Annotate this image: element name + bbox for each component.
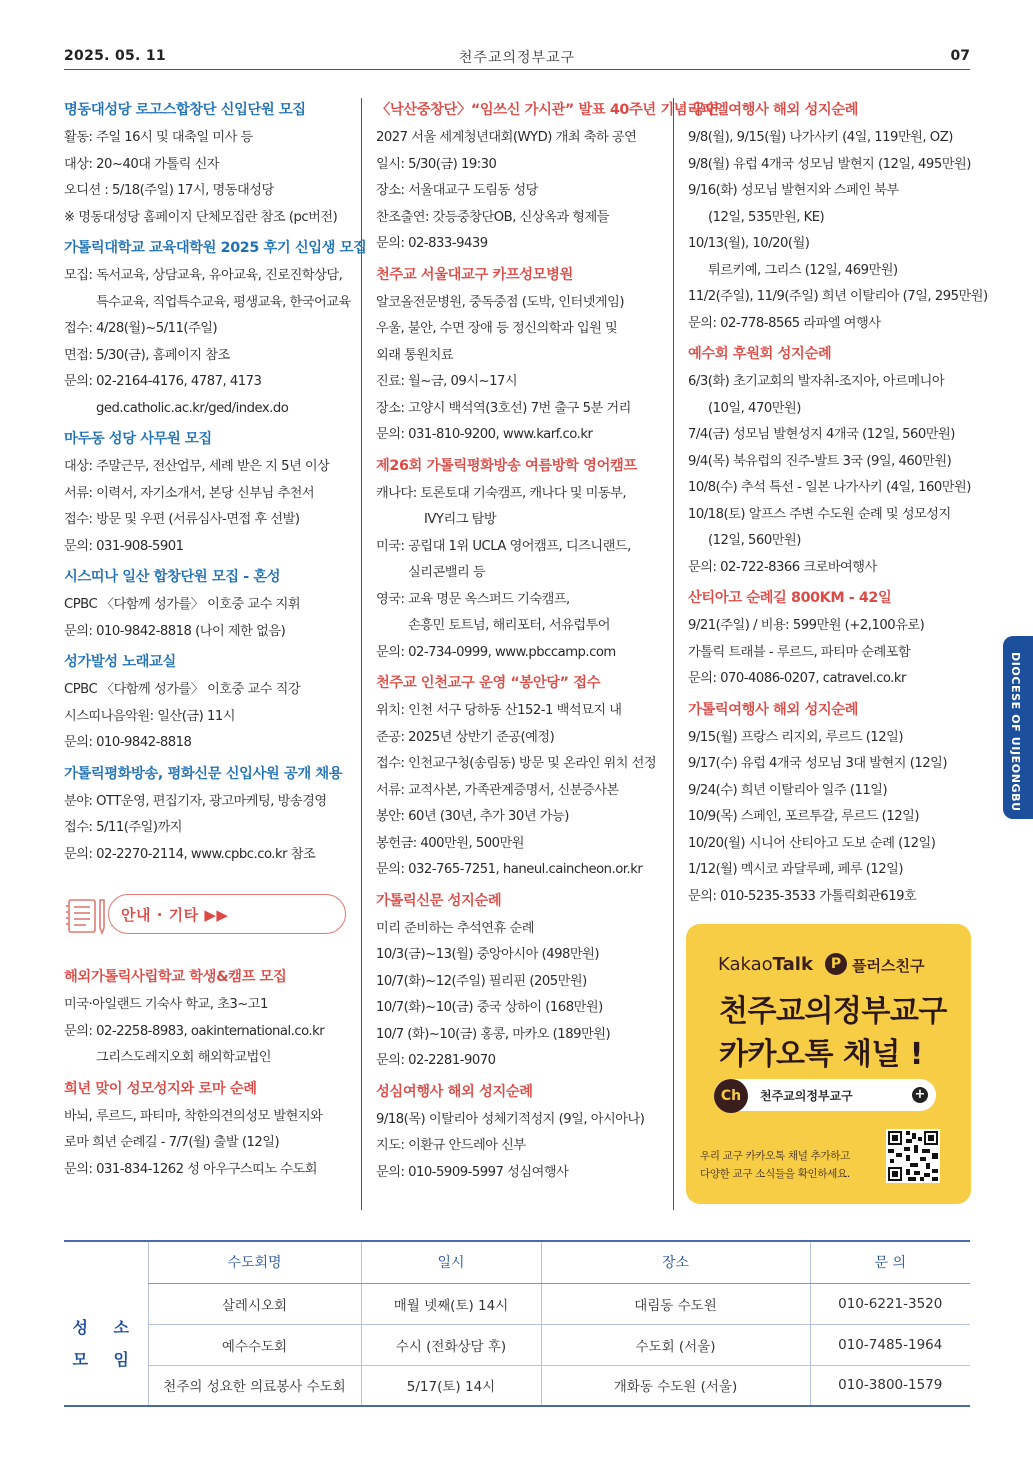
section-line: 문의: 02-734-0999, www.pbccamp.com (376, 644, 616, 660)
col-header-order: 수도회명 (148, 1241, 361, 1283)
section-line: 미리 준비하는 추석연휴 순례 (376, 920, 534, 936)
section-line: 7/4(금) 성모님 발현성지 4개국 (12일, 560만원) (688, 427, 955, 442)
meeting-date: 매월 넷째(토) 14시 (361, 1283, 541, 1324)
section-line: ※ 명동대성당 홈페이지 단체모집란 참조 (pc버전) (64, 209, 338, 225)
section-title: 산티아고 순례길 800KM - 42일 (688, 590, 892, 606)
section-line: 일시: 5/30(금) 19:30 (376, 156, 497, 172)
section-line: 9/15(월) 프랑스 리지외, 루르드 (12일) (688, 729, 904, 745)
section-line: 알코올전문병원, 중독중점 (도박, 인터넷게임) (376, 294, 625, 310)
section-line: 문의: 031-810-9200, www.karf.co.kr (376, 427, 593, 442)
section-line: 면접: 5/30(금), 홈페이지 참조 (64, 347, 230, 363)
notice-section (64, 233, 367, 422)
section-line: 특수교육, 직업특수교육, 평생교육, 한국어교육 (96, 294, 351, 310)
meeting-place: 개화동 수도원 (서울) (541, 1365, 810, 1406)
notice-heading (64, 892, 354, 938)
kakao-headline-2: 카카오톡 채널 ! (719, 1037, 923, 1072)
kakao-channel-banner[interactable] (686, 924, 971, 1204)
section-line: 접수: 방문 및 우편 (서류심사-면접 후 선발) (64, 512, 300, 527)
section-title: 가톨릭여행사 해외 성지순례 (688, 701, 859, 718)
section-line: 가톨릭 트래블 - 루르드, 파티마 순례포함 (688, 644, 911, 660)
section-line: 문의: 02-722-8366 크로바여행사 (688, 559, 877, 575)
section-title: 제26회 가톨릭평화방송 여름방학 영어캠프 (376, 457, 637, 474)
section-line: 문의: 010-9842-8818 (64, 735, 192, 750)
notice-section (376, 668, 666, 884)
section-line: 로마 희년 순례길 - 7/7(월) 출발 (12일) (64, 1135, 280, 1150)
meeting-place: 대림동 수도원 (541, 1283, 810, 1324)
table-row (64, 1365, 970, 1406)
order-name: 예수수도회 (148, 1324, 361, 1365)
section-line: 접수: 인천교구청(송림동) 방문 및 온라인 위치 선정 (376, 756, 657, 771)
section-line: 10/13(월), 10/20(월) (688, 236, 810, 251)
section-line: 대상: 주말근무, 전산업무, 세례 받은 지 5년 이상 (64, 459, 330, 474)
issue-date: 2025. 05. 11 (64, 48, 166, 64)
section-line: ged.catholic.ac.kr/ged/index.do (96, 400, 289, 416)
section-line: 미국: 공립대 1위 UCLA 영어캠프, 디즈니랜드, (376, 538, 631, 554)
section-line: 시스띠나음악원: 일산(금) 11시 (64, 708, 236, 724)
notice-label: 안내 · 기타 ▶▶ (121, 906, 229, 924)
section-line: 9/16(화) 성모님 발현지와 스페인 북부 (688, 183, 899, 198)
order-name: 살레시오회 (148, 1283, 361, 1324)
section-line: 활동: 주일 16시 및 대축일 미사 등 (64, 130, 253, 145)
order-name: 천주의 성요한 의료봉사 수도회 (148, 1365, 361, 1406)
page-header (64, 44, 970, 70)
section-line: 문의: 02-778-8565 라파엘 여행사 (688, 315, 881, 331)
row-group-label (64, 1283, 148, 1406)
section-line: 접수: 4/28(월)~5/11(주일) (64, 321, 218, 336)
table-corner (64, 1241, 148, 1283)
contact-phone: 010-6221-3520 (810, 1283, 970, 1324)
section-title: 희년 맞이 성모성지와 로마 순례 (64, 1080, 257, 1097)
column-left (64, 95, 367, 1185)
notepad-pencil-icon (64, 892, 110, 938)
section-line: 문의: 031-834-1262 성 아우구스띠노 수도회 (64, 1161, 317, 1177)
notice-section (64, 1074, 354, 1184)
side-label-line-2: 모 임 (72, 1350, 139, 1369)
qr-code-icon[interactable] (886, 1129, 940, 1183)
section-line: 문의: 02-833-9439 (376, 236, 488, 251)
section-title: 라파엘여행사 해외 성지순례 (688, 102, 859, 118)
section-line: 문의: 02-2270-2114, www.cpbc.co.kr 참조 (64, 846, 316, 862)
section-line: 바뇌, 루르드, 파티마, 착한의견의성모 발현지와 (64, 1108, 323, 1124)
notice-section (376, 260, 666, 449)
section-line: 9/17(수) 유럽 4개국 성모님 3대 발현지 (12일) (688, 756, 948, 771)
section-line: 튀르키예, 그리스 (12일, 469만원) (708, 262, 898, 278)
section-line: 우울, 불안, 수면 장애 등 정신의학과 입원 및 (376, 321, 618, 336)
talk-wordmark: Talk (772, 954, 813, 975)
kakao-description-1: 우리 교구 카카오톡 채널 추가하고 (700, 1150, 850, 1162)
section-line: 준공: 2025년 상반기 준공(예정) (376, 729, 555, 745)
contact-phone: 010-3800-1579 (810, 1365, 970, 1406)
section-line: 문의: 02-2164-4176, 4787, 4173 (64, 374, 262, 389)
table-row (64, 1283, 970, 1324)
meeting-place: 수도회 (서울) (541, 1324, 810, 1365)
section-line: 10/3(금)~13(월) 중앙아시아 (498만원) (376, 947, 600, 962)
section-line: 서류: 이력서, 자기소개서, 본당 신부님 추천서 (64, 485, 315, 501)
section-line: 10/7 (화)~10(금) 홍콩, 마카오 (189만원) (376, 1026, 611, 1042)
kakao-wordmark: Kakao (718, 954, 773, 975)
section-line: 지도: 이환규 안드레아 신부 (376, 1138, 526, 1153)
plus-friend-icon: P (825, 953, 847, 975)
section-line: 9/21(주일) / 비용: 599만원 (+2,100유로) (688, 618, 925, 633)
section-line: 10/8(수) 추석 특선 - 일본 나가사키 (4일, 160만원) (688, 480, 971, 495)
section-line: 9/4(목) 북유럽의 진주-발트 3국 (9일, 460만원) (688, 453, 952, 469)
section-line: 영국: 교육 명문 옥스퍼드 기숙캠프, (376, 591, 570, 607)
section-line: 1/12(월) 멕시코 과달루페, 페루 (12일) (688, 862, 904, 877)
section-line: 문의: 070-4086-0207, catravel.co.kr (688, 671, 906, 686)
section-line: 11/2(주일), 11/9(주일) 희년 이탈리아 (7일, 295만원) (688, 289, 988, 304)
section-line: 9/18(목) 이탈리아 성체기적성지 (9일, 아시아나) (376, 1111, 645, 1127)
section-line: 장소: 고양시 백석역(3호선) 7번 출구 5분 거리 (376, 400, 631, 416)
section-line: 문의: 031-908-5901 (64, 538, 184, 554)
section-line: (12일, 560만원) (708, 533, 801, 548)
notice-section (64, 962, 354, 1072)
section-title: 마두동 성당 사무원 모집 (64, 431, 212, 447)
section-title: 가톨릭대학교 교육대학원 2025 후기 신입생 모집 (64, 240, 367, 256)
section-line: 손흥민 토트넘, 해리포터, 서유럽투어 (408, 618, 611, 633)
section-line: 위치: 인천 서구 당하동 산152-1 백석묘지 내 (376, 703, 622, 718)
notice-section (376, 886, 666, 1075)
section-title: 〈낙산중창단〉“임쓰신 가시관” 발표 40주년 기념 공연 (376, 102, 719, 118)
contact-phone: 010-7485-1964 (810, 1324, 970, 1365)
section-line: 분야: OTT운영, 편집기자, 광고마케팅, 방송경영 (64, 793, 327, 809)
section-line: 실리콘밸리 등 (408, 565, 486, 580)
section-line: 그리스도레지오회 해외학교법인 (96, 1050, 272, 1065)
section-line: (12일, 535만원, KE) (708, 209, 825, 225)
section-title: 가톨릭신문 성지순례 (376, 892, 502, 909)
section-line: 대상: 20~40대 가톨릭 신자 (64, 156, 220, 172)
section-line: IVY리그 탐방 (424, 512, 497, 527)
section-line: 문의: 010-5909-5997 성심여행사 (376, 1164, 569, 1180)
col-header-contact: 문 의 (810, 1241, 970, 1283)
section-title: 가톨릭평화방송, 평화신문 신입사원 공개 채용 (64, 765, 343, 782)
notice-section (688, 339, 973, 581)
side-tab-label: DIOCESE OF UIJEONGBU (1009, 652, 1022, 812)
section-line: 2027 서울 세계청년대회(WYD) 개최 축하 공연 (376, 130, 637, 145)
section-title: 천주교 인천교구 운영 “봉안당” 접수 (376, 675, 601, 691)
page-number: 07 (950, 48, 970, 64)
table-row (64, 1324, 970, 1365)
section-line: 10/20(월) 시니어 산티아고 도보 순례 (12일) (688, 835, 936, 851)
header-title: 천주교의정부교구 (458, 50, 576, 66)
add-channel-icon[interactable]: + (912, 1087, 928, 1103)
section-line: 문의: 02-2281-9070 (376, 1053, 496, 1068)
vocation-meeting-table (64, 1240, 970, 1407)
section-title: 성가발성 노래교실 (64, 654, 176, 670)
section-line: 문의: 010-9842-8818 (나이 제한 없음) (64, 623, 286, 639)
section-line: 6/3(화) 초기교회의 발자취-조지아, 아르메니아 (688, 374, 945, 389)
section-line: 장소: 서울대교구 도림동 성당 (376, 183, 538, 198)
meeting-date: 5/17(토) 14시 (361, 1365, 541, 1406)
column-divider (361, 98, 362, 1210)
section-line: 진료: 월~금, 09시~17시 (376, 374, 518, 389)
notice-pill (108, 894, 346, 934)
section-line: 문의: 032-765-7251, haneul.caincheon.or.kr (376, 862, 643, 877)
channel-badge-icon: Ch (714, 1079, 748, 1113)
section-title: 성심여행사 해외 성지순례 (376, 1083, 533, 1100)
section-line: 9/8(월) 유럽 4개국 성모님 발현지 (12일, 495만원) (688, 156, 971, 172)
notice-section (376, 95, 719, 258)
section-line: CPBC 〈다함께 성가를〉 이호중 교수 직강 (64, 682, 301, 697)
section-line: 캐나다: 토론토대 기숙캠프, 캐나다 및 미동부, (376, 485, 627, 501)
section-line: 문의: 02-2258-8983, oakinternational.co.kr (64, 1023, 325, 1039)
notice-section (376, 451, 666, 667)
section-line: CPBC 〈다함께 성가를〉 이호중 교수 지휘 (64, 597, 301, 612)
section-line: 10/7(화)~10(금) 중국 상하이 (168만원) (376, 1000, 603, 1015)
column-right (688, 95, 988, 912)
notice-section (64, 424, 354, 560)
column-divider (673, 98, 674, 1210)
channel-name: 천주교의정부교구 (760, 1089, 853, 1103)
notice-section (688, 695, 973, 911)
section-line: 9/8(월), 9/15(월) 나가사키 (4일, 119만원, OZ) (688, 130, 953, 145)
kakao-description-2: 다양한 교구 소식들을 확인하세요. (700, 1168, 850, 1180)
side-label-line-1: 성 소 (72, 1318, 139, 1337)
section-line: 찬조출연: 갓등중창단OB, 신상옥과 형제들 (376, 209, 609, 225)
section-line: 모집: 독서교육, 상담교육, 유아교육, 진로진학상담, (64, 268, 343, 283)
section-title: 예수회 후원회 성지순례 (688, 346, 832, 362)
meeting-date: 수시 (전화상담 후) (361, 1324, 541, 1365)
section-line: 오디션 : 5/18(주일) 17시, 명동대성당 (64, 183, 274, 198)
notice-section (64, 759, 354, 869)
section-title: 해외가톨릭사립학교 학생&캠프 모집 (64, 969, 287, 985)
kakaotalk-logo (718, 954, 813, 975)
section-line: (10일, 470만원) (708, 400, 801, 416)
section-line: 외래 통원치료 (376, 347, 454, 363)
section-line: 10/18(토) 알프스 주변 수도원 순례 및 성모성지 (688, 506, 951, 522)
section-title: 천주교 서울대교구 카프성모병원 (376, 266, 573, 283)
section-title: 시스띠나 일산 합창단원 모집 - 혼성 (64, 569, 281, 585)
notice-section (64, 647, 354, 757)
section-line: 미국·아일랜드 기숙사 학교, 초3~고1 (64, 997, 268, 1012)
plus-friend-label: 플러스친구 (852, 957, 925, 975)
section-line: 9/24(수) 희년 이탈리아 일주 (11일) (688, 782, 888, 798)
column-middle (376, 95, 719, 1188)
col-header-date: 일시 (361, 1241, 541, 1283)
section-line: 10/9(목) 스페인, 포르투갈, 루르드 (12일) (688, 809, 919, 824)
section-line: 10/7(화)~12(주일) 필리핀 (205만원) (376, 973, 587, 989)
col-header-place: 장소 (541, 1241, 810, 1283)
notice-section (688, 95, 988, 337)
notice-section (64, 95, 354, 231)
notice-section (688, 583, 973, 693)
notice-section (376, 1077, 666, 1187)
section-line: 문의: 010-5235-3533 가톨릭회관619호 (688, 888, 917, 904)
section-line: 서류: 교적사본, 가족관계증명서, 신분증사본 (376, 782, 619, 798)
section-title: 명동대성당 로고스합창단 신입단원 모집 (64, 102, 306, 118)
diocese-side-tab (1003, 636, 1033, 819)
notice-section (64, 562, 354, 645)
section-line: 접수: 5/11(주일)까지 (64, 820, 182, 835)
section-line: 봉안: 60년 (30년, 추가 30년 가능) (376, 809, 569, 824)
kakao-headline-1: 천주교의정부교구 (719, 994, 947, 1029)
section-line: 봉헌금: 400만원, 500만원 (376, 835, 525, 851)
